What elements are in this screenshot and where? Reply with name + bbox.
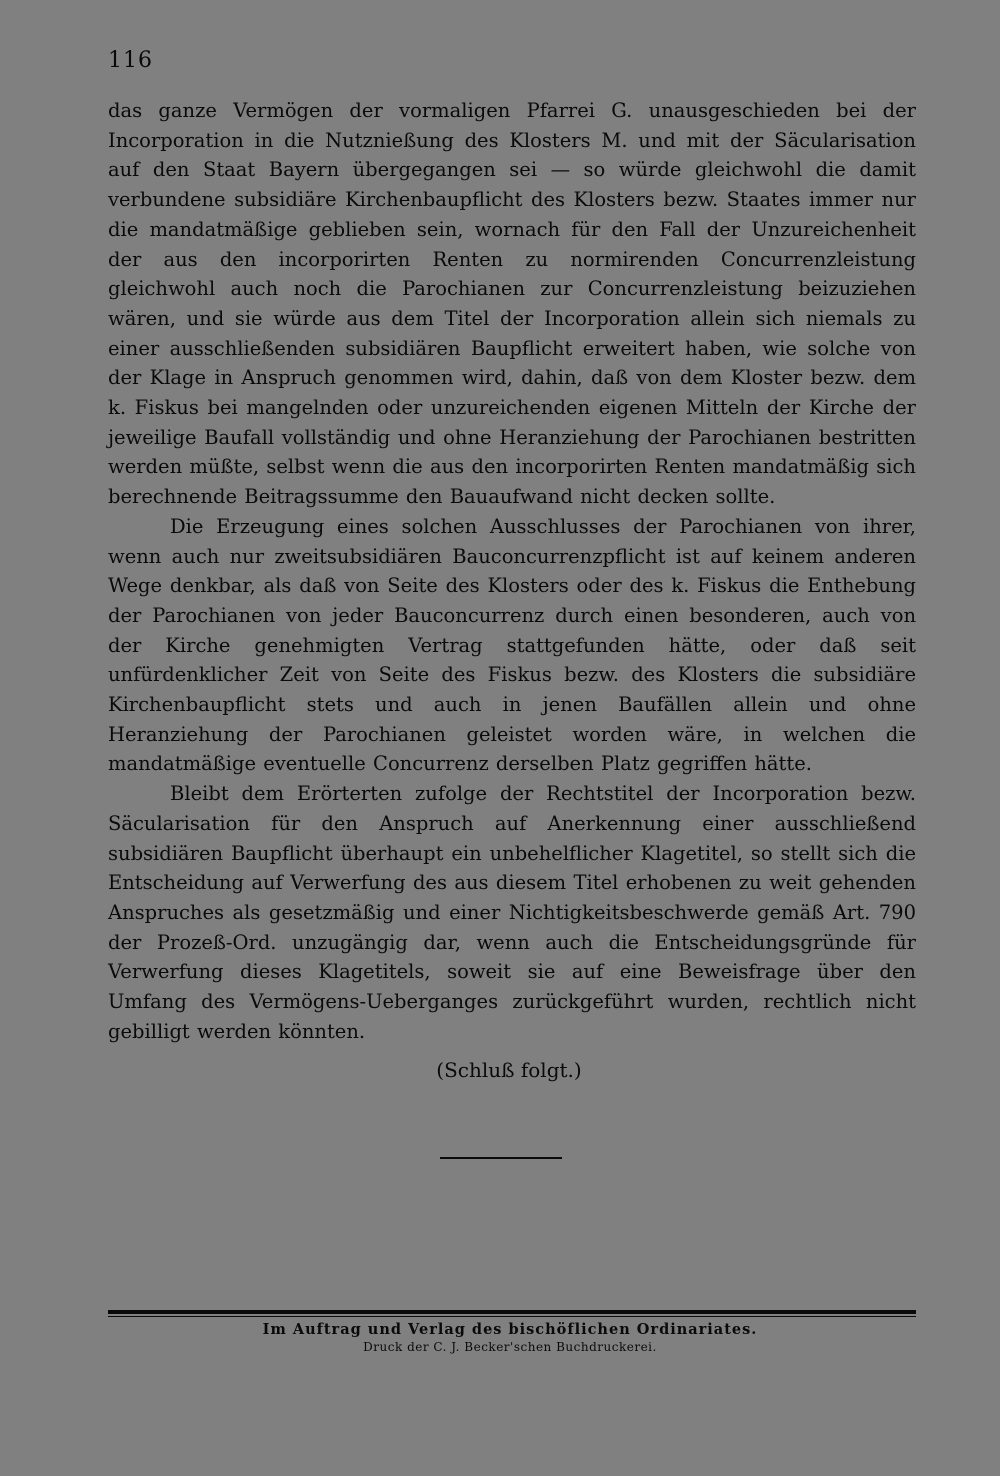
to-be-continued-note: (Schluß folgt.) (436, 1058, 582, 1082)
article-body (108, 96, 916, 1047)
footer-rule-thick (108, 1310, 916, 1314)
paragraph-3: Bleibt dem Erörterten zufolge der Rechtstitel der Incorporation bezw. Säcularisation für den Anspruch auf Anerkennung einer ausschließend subsidiären Baupflicht überhaupt ein unbehelflicher Klagetitel, so stellt sich die Entscheidung auf Verwerfung des aus diesem Titel erhobenen zu weit gehenden Anspruches als gesetzmäßig und einer Nichtigkeitsbeschwerde gemäß Art. 790 der Prozeß-Ord. unzugängig dar, wenn auch die Entscheidungsgründe für Verwerfung dieses Klagetitels, soweit sie auf eine Beweisfrage über den Umfang des Vermögens-Ueberganges zurückgeführt wurden, rechtlich nicht gebilligt werden könnten. (108, 782, 916, 1043)
footer-rule-thin (108, 1316, 916, 1317)
page-number: 116 (108, 48, 153, 73)
paragraph-2: Die Erzeugung eines solchen Ausschlusses der Parochianen von ihrer, wenn auch nur zweitsubsidiären Bauconcurrenzpflicht ist auf keinem anderen Wege denkbar, als daß von Seite des Klosters oder des k. Fiskus die Enthebung der Parochianen von jeder Bauconcurrenz durch einen besonderen, auch von der Kirche genehmigten Vertrag stattgefunden hätte, oder daß seit unfürdenklicher Zeit von Seite des Fiskus bezw. des Klosters die subsidiäre Kirchenbaupflicht stets und auch in jenen Baufällen allein und ohne Heranziehung der Parochianen geleistet worden wäre, in welchen die mandatmäßige eventuelle Concurrenz derselben Platz gegriffen hätte. (108, 514, 916, 776)
imprint-publisher: Im Auftrag und Verlag des bischöflichen Ordinariates. (262, 1321, 758, 1338)
paragraph-1-continued: das ganze Vermögen der vormaligen Pfarrei G. unausgeschieden bei der Incorporation in die Nutznießung des Klosters M. und mit der Säcularisation auf den Staat Bayern übergegangen sei — so würde gleichwohl die damit verbundene subsidiäre Kirchenbaupflicht des Klosters bezw. Staates immer nur die mandatmäßige geblieben sein, wornach für den Fall der Unzureichenheit der aus den incorporirten Renten zu normirenden Concurrenzleistung gleichwohl auch noch die Parochianen zur Concurrenzleistung beizuziehen wären, und sie würde aus dem Titel der Incorporation allein sich niemals zu einer ausschließenden subsidiären Baupflicht erweitert haben, wie solche von der Klage in Anspruch genommen wird, dahin, daß von dem Kloster bezw. dem k. Fiskus bei mangelnden oder unzureichenden eigenen Mitteln der Kirche der jeweilige Baufall vollständig und ohne Heranziehung der Parochianen bestritten werden müßte, selbst wenn die aus den incorporirten Renten mandatmäßig sich berechnende Beitragssumme den Bauaufwand nicht decken sollte. (108, 99, 916, 509)
section-end-rule (440, 1157, 562, 1159)
imprint-printer: Druck der C. J. Becker'schen Buchdruckerei. (363, 1340, 657, 1354)
